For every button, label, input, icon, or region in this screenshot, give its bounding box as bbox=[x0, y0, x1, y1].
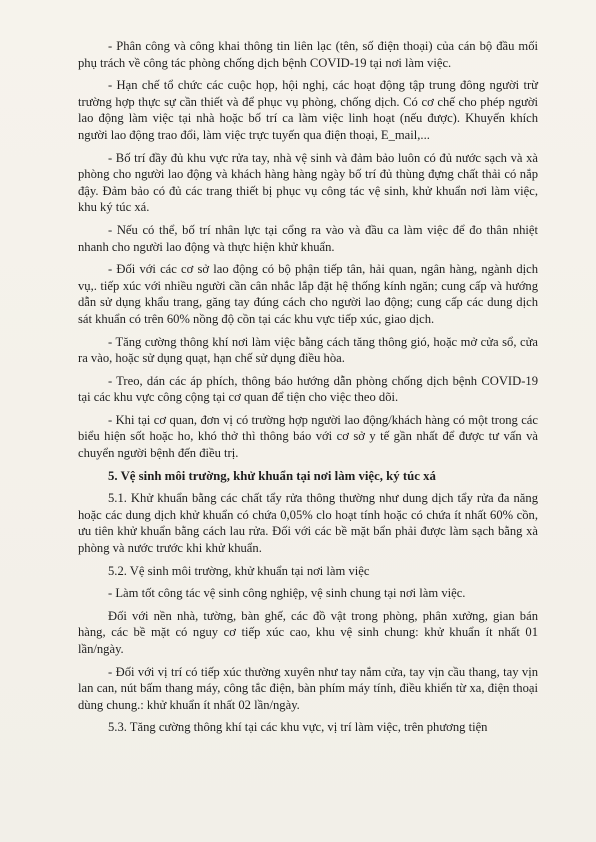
section-heading: 5. Vệ sinh môi trường, khử khuẩn tại nơi làm việc, ký túc xá bbox=[108, 468, 436, 483]
paragraph: - Nếu có thể, bố trí nhân lực tại cổng ra vào và đầu ca làm việc để đo thân nhiệt nhanh cho người lao động và thực hiện khử khuẩn. bbox=[78, 222, 538, 254]
subsection-heading: 5.2. Vệ sinh môi trường, khử khuẩn tại nơi làm việc bbox=[108, 563, 370, 578]
paragraph: - Bố trí đầy đủ khu vực rửa tay, nhà vệ sinh và đảm bảo luôn có đủ nước sạch và xà phòng cho người lao động và khách hàng hàng ngày bố trí đủ thùng đựng chất thải có nắp đậy. Đảm bảo có đủ các trang thiết bị phục vụ công tác vệ sinh, khử khuẩn nơi làm việc, khu ký túc xá. bbox=[78, 150, 538, 215]
paragraph: - Phân công và công khai thông tin liên lạc (tên, số điện thoại) của cán bộ đầu mối phụ trách về công tác phòng chống dịch bệnh COVID-19 tại nơi làm việc. bbox=[78, 39, 538, 70]
paragraph: - Đối với các cơ sở lao động có bộ phận tiếp tân, hải quan, ngân hàng, ngành dịch vụ,. tiếp xúc với nhiều người cần cân nhắc lắp đặt hệ thống kính ngăn; cung cấp và hướng dẫn sử dụng khẩu trang, găng tay đúng cách cho người lao động; cung cấp các dung dịch sát khuẩn có trên 60% nồng độ cồn tại các khu vực tiếp xúc, giao dịch. bbox=[78, 262, 538, 326]
paragraph: - Làm tốt công tác vệ sinh công nghiệp, vệ sinh chung tại nơi làm việc. bbox=[108, 586, 466, 601]
paragraph: - Treo, dán các áp phích, thông báo hướng dẫn phòng chống dịch bệnh COVID-19 tại các khu vực công cộng tại cơ quan để tiện cho việc theo dõi. bbox=[78, 373, 538, 405]
paragraph: - Đối với vị trí có tiếp xúc thường xuyên như tay nắm cửa, tay vịn cầu thang, tay vịn lan can, nút bấm thang máy, công tắc điện, bàn phím máy tính, điều khiển từ xa, điện thoại dùng chung.: khử khuẩn ít nhất 02 lần/ngày. bbox=[78, 664, 538, 712]
paragraph: 5.3. Tăng cường thông khí tại các khu vực, vị trí làm việc, trên phương tiện bbox=[108, 720, 488, 735]
paragraph: - Khi tại cơ quan, đơn vị có trường hợp người lao động/khách hàng có một trong các biểu hiện sốt hoặc ho, khó thở thì thông báo với cơ sở y tế gần nhất để được tư vấn và chuyển người bệnh đến điều trị. bbox=[78, 412, 538, 461]
paragraph: 5.1. Khử khuẩn bằng các chất tẩy rửa thông thường như dung dịch tẩy rửa đa năng hoặc các dung dịch khử khuẩn có chứa 0,05% clo hoạt tính hoặc có chứa ít nhất 60% cồn, ưu tiên khử khuẩn bằng cách lau rửa. Đối với các bề mặt bẩn phải được làm sạch bằng xà phòng và nước trước khi khử khuẩn. bbox=[78, 491, 538, 556]
paragraph: - Tăng cường thông khí nơi làm việc bằng cách tăng thông gió, hoặc mở cửa sổ, cửa ra vào, hoặc sử dụng quạt, hạn chế sử dụng điều hòa. bbox=[78, 334, 538, 366]
paragraph: - Hạn chế tổ chức các cuộc họp, hội nghị, các hoạt động tập trung đông người trừ trường hợp thực sự cần thiết và để phục vụ phòng, chống dịch. Có cơ chế cho phép người lao động làm việc tại nhà hoặc bố trí ca làm việc linh hoạt (nếu được). Khuyến khích người lao động trao đổi, làm việc trực tuyến qua điện thoại, E_mail,... bbox=[78, 78, 538, 142]
paragraph: Đối với nền nhà, tường, bàn ghế, các đồ vật trong phòng, phân xưởng, gian bán hàng, các bề mặt có nguy cơ tiếp xúc cao, khu vệ sinh chung: khử khuẩn ít nhất 01 lần/ngày. bbox=[78, 608, 538, 656]
document-body bbox=[78, 38, 538, 742]
